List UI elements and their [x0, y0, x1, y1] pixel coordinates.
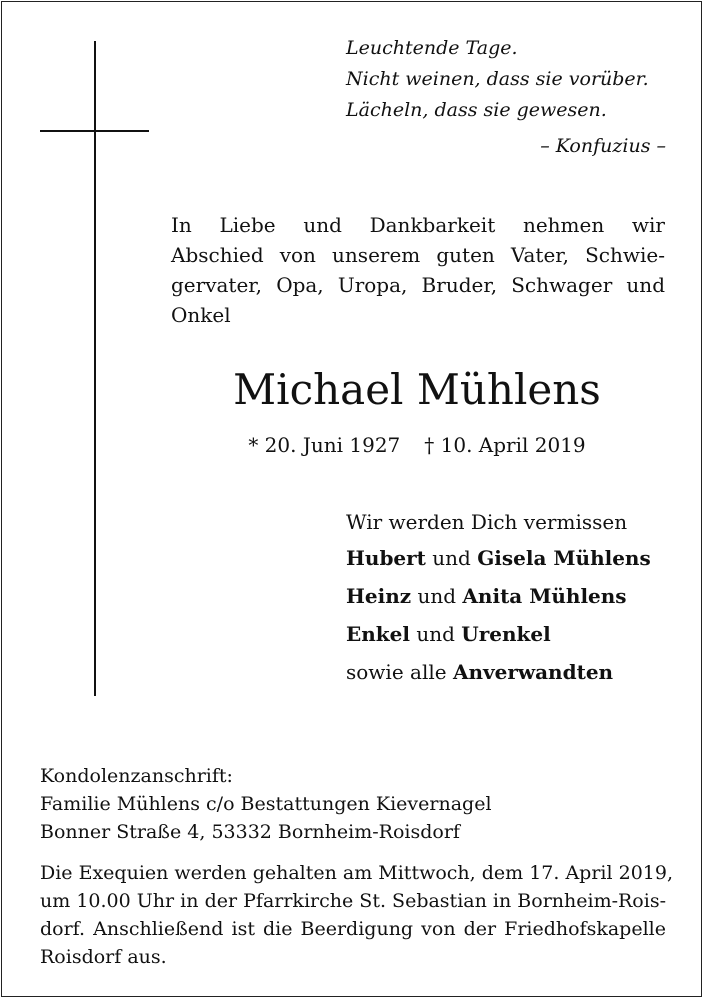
condolence-label: Kondolenzanschrift: [40, 765, 233, 787]
mourner-name: Enkel [346, 622, 410, 646]
poem-quote [346, 33, 666, 162]
exequies-line: um 10.00 Uhr in der Pfarrkirche St. Sebastian in Bornheim-Rois- [40, 890, 666, 912]
mourner-row [346, 544, 676, 582]
mourner-conjunction: und [425, 546, 478, 570]
mourner-conjunction: und [411, 584, 463, 608]
condolence-line: Bonner Straße 4, 53332 Bornheim-Roisdorf [40, 821, 460, 843]
intro-line: gervater, Opa, Uropa, Bruder, Schwager und [171, 273, 665, 297]
intro-text [171, 210, 665, 330]
deceased-name: Michael Mühlens [233, 365, 601, 414]
poem-line: Nicht weinen, dass sie vorüber. [346, 68, 649, 90]
death-date: † 10. April 2019 [424, 433, 586, 457]
mourner-conjunction: und [409, 622, 462, 646]
life-dates [170, 430, 664, 460]
intro-line: Onkel [171, 303, 231, 327]
poem-line: Lächeln, dass sie gewesen. [346, 99, 607, 121]
condolence-address [40, 762, 666, 846]
mourner-row [346, 620, 676, 658]
birth-date: * 20. Juni 1927 [248, 433, 401, 457]
mourner-name: Hubert [346, 546, 426, 570]
condolence-line: Familie Mühlens c/o Bestattungen Kievernagel [40, 793, 492, 815]
cross-vertical-bar [94, 41, 96, 696]
mourner-name: Gisela Mühlens [477, 546, 651, 570]
mourners-block [346, 508, 676, 696]
mourner-name: Heinz [346, 584, 412, 608]
exequies-line: dorf. Anschließend ist die Beerdigung von der Friedhofskapelle [40, 918, 666, 940]
mourner-name: Anverwandten [452, 660, 614, 684]
exequies-line: Roisdorf aus. [40, 946, 167, 968]
mourner-row [346, 658, 676, 696]
exequies-line: Die Exequien werden gehalten am Mittwoch, dem 17. April 2019, [40, 862, 674, 884]
cross-horizontal-bar [40, 130, 149, 132]
intro-line: In Liebe und Dankbarkeit nehmen wir [171, 213, 665, 237]
intro-line: Abschied von unserem guten Vater, Schwie- [171, 243, 665, 267]
poem-author: – Konfuzius – [540, 135, 666, 157]
mourner-name: Anita Mühlens [462, 584, 627, 608]
mourner-prefix: sowie alle [346, 660, 453, 684]
exequies-text [40, 859, 674, 971]
mourner-name: Urenkel [461, 622, 551, 646]
mourner-row [346, 582, 676, 620]
miss-text: Wir werden Dich vermissen [346, 510, 628, 534]
footer-info [40, 762, 674, 971]
poem-line: Leuchtende Tage. [346, 37, 518, 59]
